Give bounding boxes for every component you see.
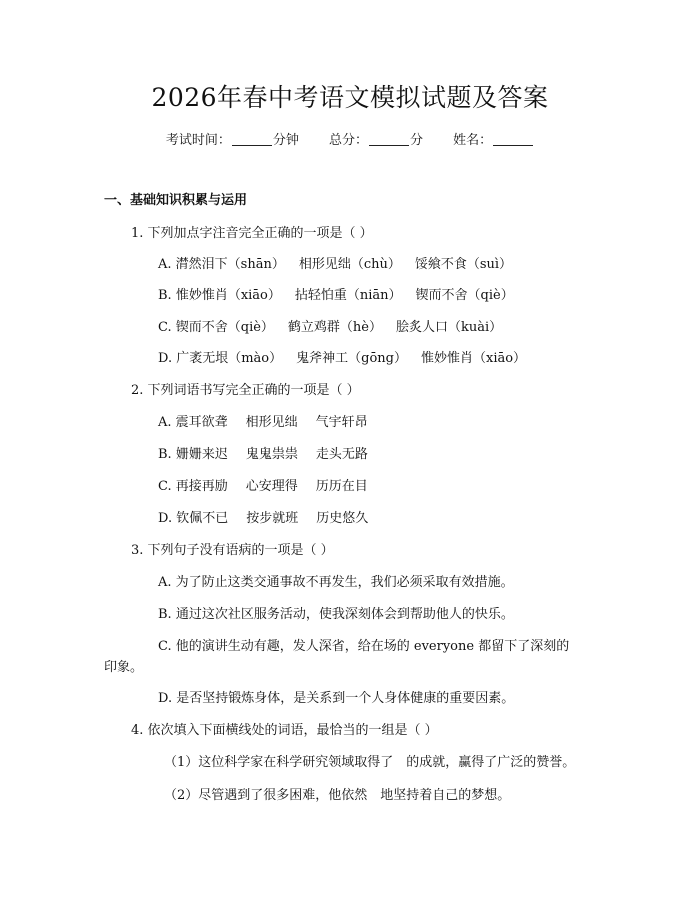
option-item: 走头无路 (315, 447, 368, 462)
question-1-option-a (158, 255, 512, 275)
question-2-stem: 2. 下列词语书写完全正确的一项是（ ） (131, 383, 360, 398)
question-4-stem: 4. 依次填入下面横线处的词语，最恰当的一组是（ ） (131, 723, 438, 738)
option-item: 气宇轩昂 (315, 415, 368, 430)
total-score-unit: 分 (410, 133, 424, 148)
option-item: 鬼斧神工（gōng） (296, 351, 407, 366)
question-3-option-c-continued: 印象。 (104, 660, 144, 675)
question-3-option-b: B. 通过这次社区服务活动，使我深刻体会到帮助他人的快乐。 (158, 607, 514, 622)
option-item: 历史悠久 (316, 511, 369, 526)
name-blank (493, 131, 533, 146)
question-4-sub-1: （1）这位科学家在科学研究领域取得了 的成就，赢得了广泛的赞誉。 (164, 755, 576, 770)
question-3-option-a: A. 为了防止这类交通事故不再发生，我们必须采取有效措施。 (158, 575, 514, 590)
exam-time-unit: 分钟 (272, 133, 299, 148)
option-item: 惟妙惟肖（xiāo） (420, 351, 527, 366)
option-item: 鹤立鸡群（hè） (287, 320, 382, 335)
option-item: B. 惟妙惟肖（xiāo） (158, 288, 281, 303)
name-label: 姓名： (453, 133, 493, 148)
option-item: 锲而不舍（qiè） (415, 288, 514, 303)
name-field (453, 131, 534, 151)
exam-time-blank (232, 131, 272, 146)
question-2-option-c (158, 477, 368, 497)
option-item: 相形见绌（chù） (298, 257, 401, 272)
question-3-option-c: C. 他的演讲生动有趣，发人深省，给在场的 everyone 都留下了深刻的 (158, 639, 570, 654)
option-item: A. 潸然泪下（shān） (158, 257, 285, 272)
option-item: 心安理得 (245, 479, 298, 494)
option-item: C. 再接再励 (158, 479, 228, 494)
question-1-option-c (158, 318, 502, 338)
section-heading: 一、基础知识积累与运用 (104, 193, 248, 208)
option-item: 按步就班 (246, 511, 299, 526)
question-2-option-b (158, 445, 368, 465)
question-3-option-d: D. 是否坚持锻炼身体，是关系到一个人身体健康的重要因素。 (158, 691, 515, 706)
question-1-option-d (158, 349, 526, 369)
option-item: 历历在目 (315, 479, 368, 494)
option-item: 鬼鬼祟祟 (245, 447, 298, 462)
total-score-label: 总分： (328, 133, 368, 148)
page-title: 2026年春中考语文模拟试题及答案 (151, 83, 549, 112)
option-item: 脍炙人口（kuài） (396, 320, 503, 335)
question-4-sub-2: （2）尽管遇到了很多困难，他依然 地坚持着自己的梦想。 (164, 788, 511, 803)
question-2-option-d (158, 509, 368, 529)
exam-time-field (166, 131, 299, 151)
option-item: A. 震耳欲聋 (158, 415, 228, 430)
exam-info-line (0, 131, 700, 151)
option-item: D. 钦佩不已 (158, 511, 229, 526)
option-item: 相形见绌 (245, 415, 298, 430)
question-3-stem: 3. 下列句子没有语病的一项是（ ） (131, 543, 334, 558)
option-item: B. 姗姗来迟 (158, 447, 228, 462)
question-2-option-a (158, 413, 368, 433)
total-score-field (329, 131, 423, 151)
option-item: D. 广袤无垠（mào） (158, 351, 283, 366)
option-item: C. 锲而不舍（qiè） (158, 320, 274, 335)
total-score-blank (369, 131, 409, 146)
option-item: 拈轻怕重（niān） (294, 288, 402, 303)
exam-time-label: 考试时间： (165, 133, 231, 148)
question-1-option-b (158, 286, 514, 306)
question-1-stem: 1. 下列加点字注音完全正确的一项是（ ） (131, 226, 373, 241)
option-item: 馁飨不食（suì） (414, 257, 513, 272)
